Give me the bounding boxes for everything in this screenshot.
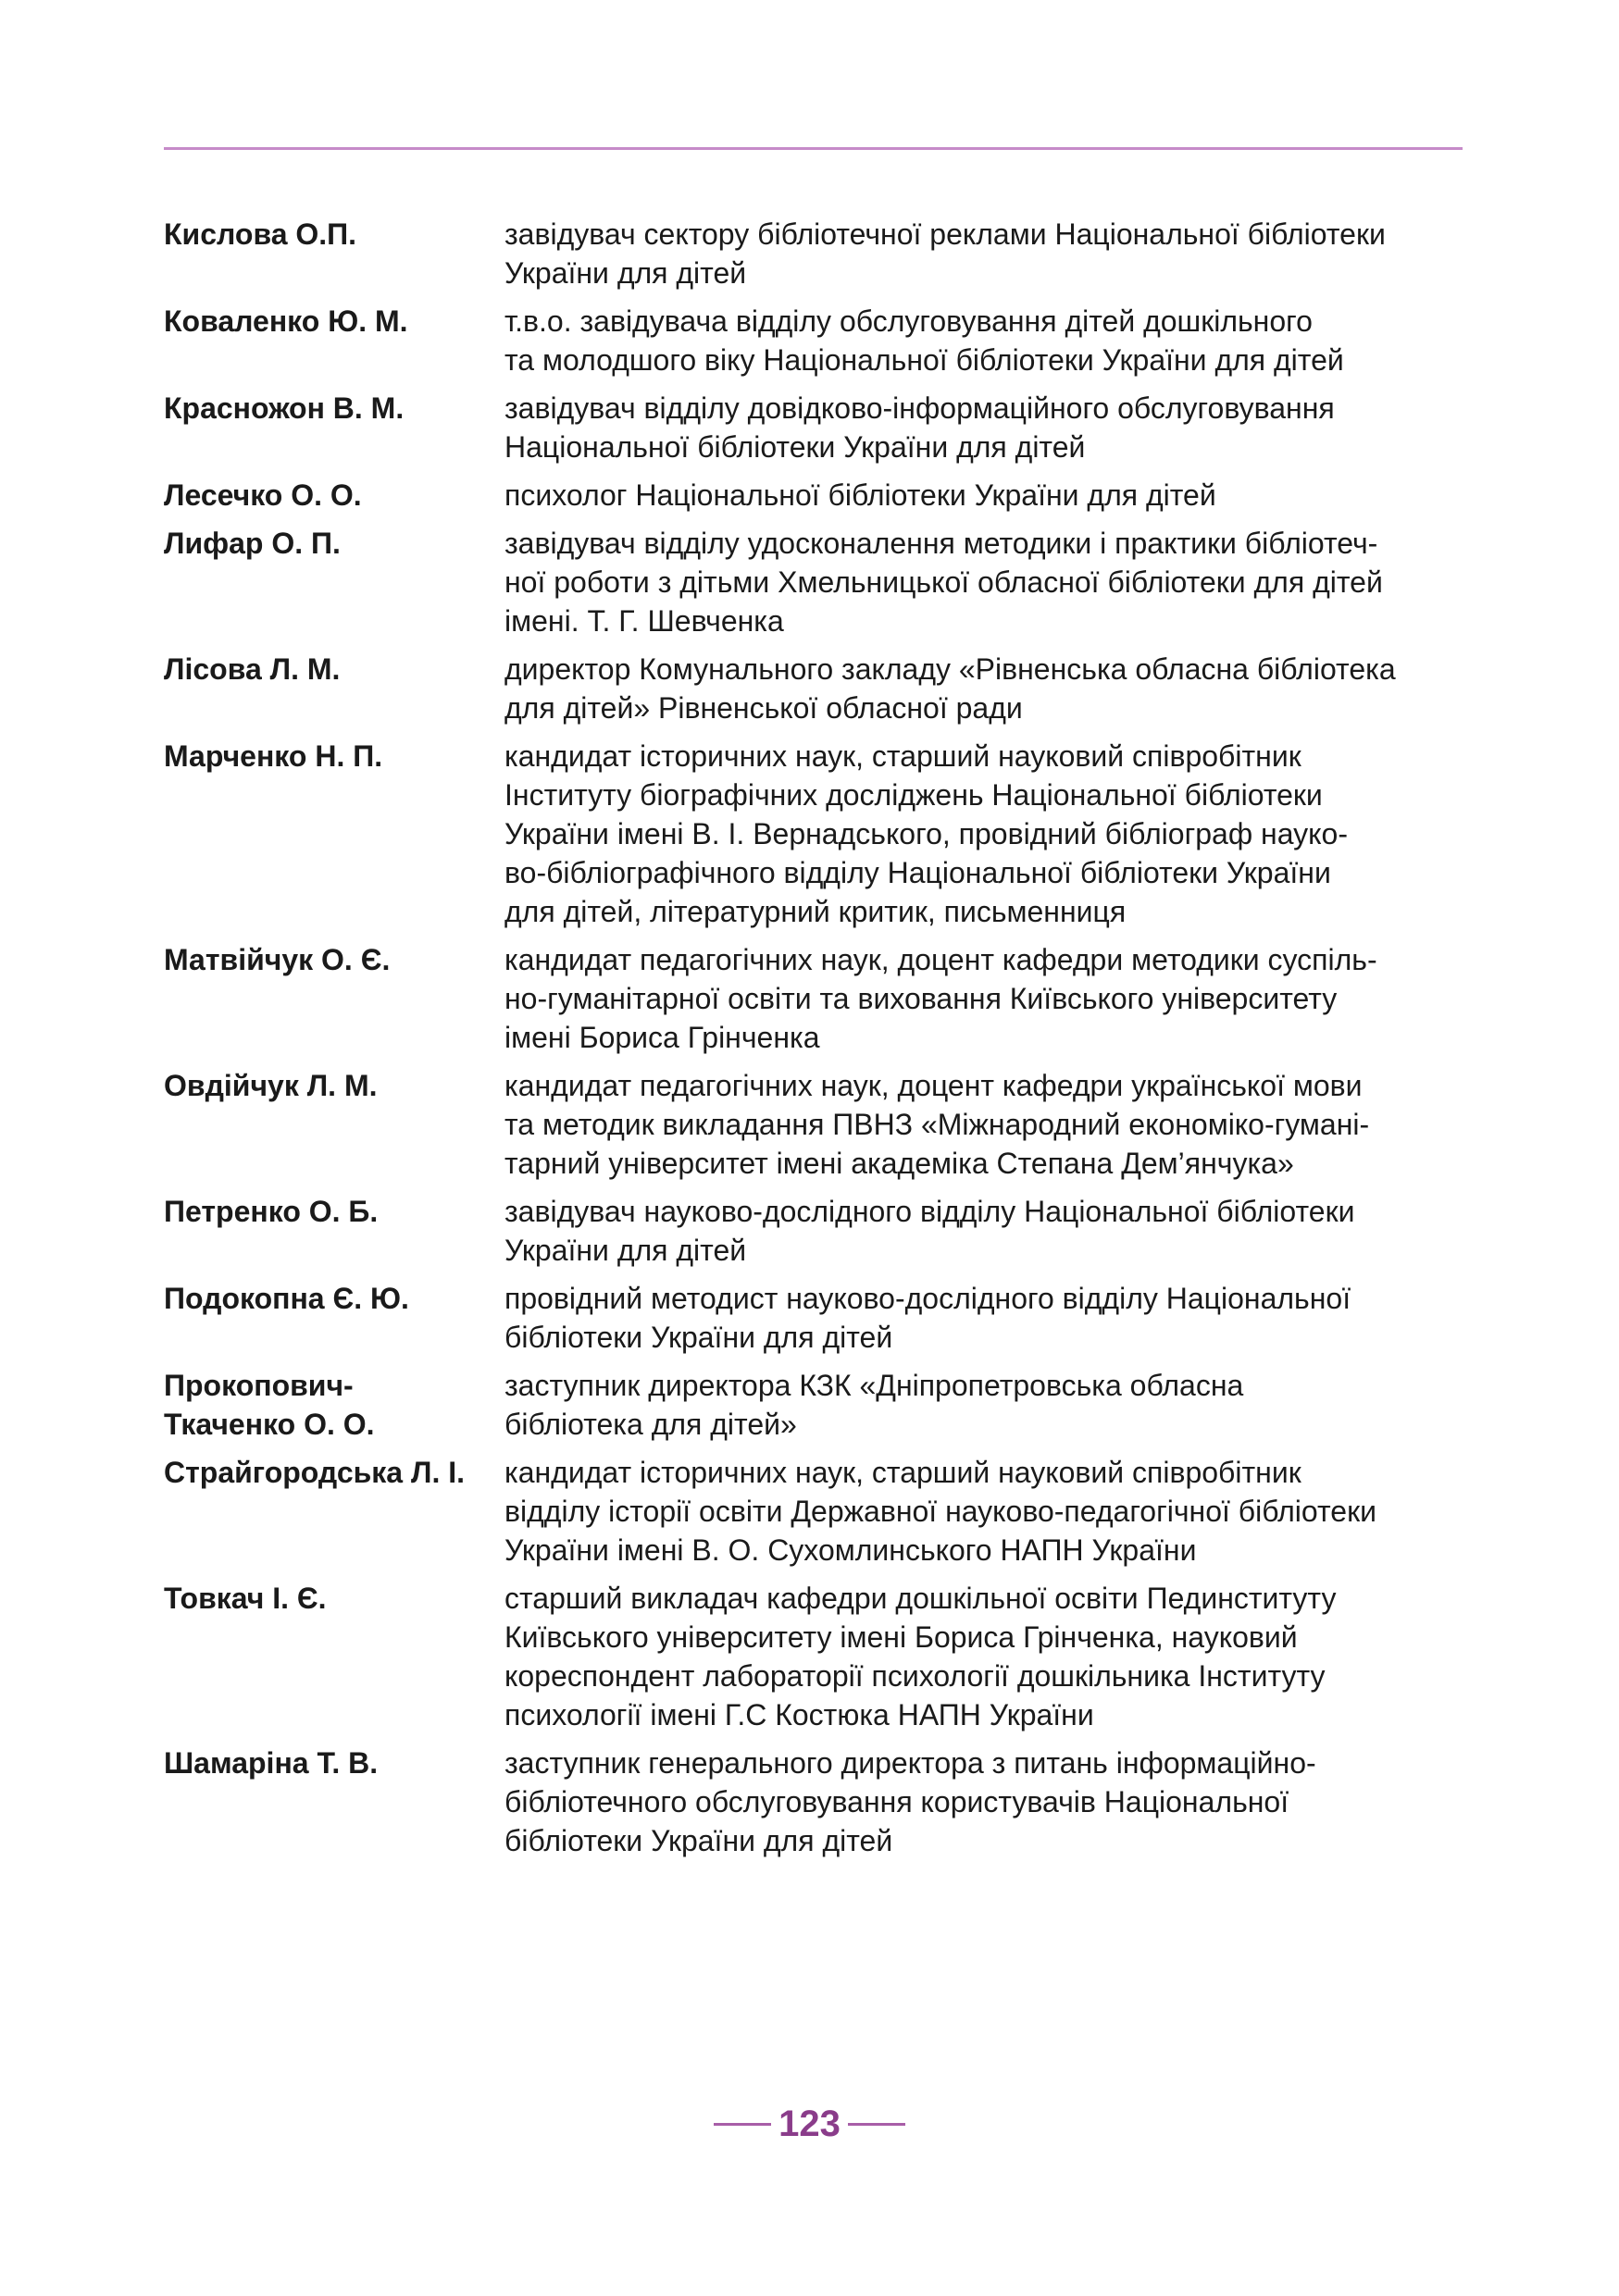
contributor-entry xyxy=(164,476,1469,515)
contributor-position-line: кандидат педагогічних наук, доцент кафедри української мови xyxy=(504,1069,1363,1102)
contributor-position-line: психології імені Г.С Костюка НАПН України xyxy=(504,1698,1094,1731)
contributor-position-line: України для дітей xyxy=(504,256,747,290)
contributor-name xyxy=(164,1453,504,1492)
contributor-name xyxy=(164,650,504,689)
contributor-position-line: бібліотека для дітей» xyxy=(504,1408,797,1441)
contributor-position-line: кандидат педагогічних наук, доцент кафедри методики суспіль- xyxy=(504,943,1377,976)
contributor-position-line: но-гуманітарної освіти та виховання Київського університету xyxy=(504,982,1338,1015)
contributor-name xyxy=(164,1192,504,1231)
contributor-position-line: старший викладач кафедри дошкільної освіти Пединституту xyxy=(504,1582,1337,1615)
contributor-name xyxy=(164,1744,504,1782)
contributor-position xyxy=(504,1192,1469,1270)
page-footer xyxy=(0,2101,1619,2147)
contributor-entry xyxy=(164,302,1469,379)
contributor-name-line: Кислова О.П. xyxy=(164,217,357,251)
contributor-name-line: Прокопович- xyxy=(164,1369,354,1402)
contributor-position-line: директор Комунального закладу «Рівненська обласна бібліотека xyxy=(504,652,1396,686)
contributor-name xyxy=(164,1579,504,1618)
contributor-position-line: Інституту біографічних досліджень Національної бібліотеки xyxy=(504,778,1323,812)
contributor-position-line: імені. Т. Г. Шевченка xyxy=(504,604,784,638)
contributor-name-line: Коваленко Ю. М. xyxy=(164,304,408,338)
contributor-name-line: Подокопна Є. Ю. xyxy=(164,1282,409,1315)
contributor-name xyxy=(164,1066,504,1105)
contributor-position-line: ної роботи з дітьми Хмельницької обласної бібліотеки для дітей xyxy=(504,565,1383,599)
contributor-position-line: провідний методист науково-дослідного відділу Національної xyxy=(504,1282,1351,1315)
page-number: 123 xyxy=(778,2104,841,2144)
contributor-position xyxy=(504,524,1469,640)
contributor-entry xyxy=(164,650,1469,727)
contributor-entry xyxy=(164,1579,1469,1734)
contributor-name-line: Ткаченко О. О. xyxy=(164,1408,375,1441)
contributor-name-line: Страйгородська Л. І. xyxy=(164,1456,465,1489)
contributor-position-line: завідувач сектору бібліотечної реклами Національної бібліотеки xyxy=(504,217,1386,251)
contributors-list xyxy=(164,215,1469,1860)
contributor-position-line: во-бібліографічного відділу Національної бібліотеки України xyxy=(504,856,1331,889)
footer-rule-right xyxy=(848,2123,905,2126)
contributor-name-line: Овдійчук Л. М. xyxy=(164,1069,378,1102)
contributor-position xyxy=(504,737,1469,931)
contributor-name-line: Лифар О. П. xyxy=(164,527,341,560)
contributor-entry xyxy=(164,940,1469,1057)
contributor-position xyxy=(504,650,1469,727)
contributor-position-line: психолог Національної бібліотеки України для дітей xyxy=(504,478,1216,512)
contributor-position xyxy=(504,1279,1469,1357)
contributor-position-line: України для дітей xyxy=(504,1234,747,1267)
contributor-position-line: Національної бібліотеки України для дітей xyxy=(504,430,1086,464)
contributor-name xyxy=(164,476,504,515)
contributor-entry xyxy=(164,1192,1469,1270)
contributor-position-line: кандидат історичних наук, старший науковий співробітник xyxy=(504,739,1301,773)
contributor-name-line: Матвійчук О. Є. xyxy=(164,943,391,976)
contributor-entry xyxy=(164,524,1469,640)
contributor-name xyxy=(164,737,504,776)
contributor-position-line: Київського університету імені Бориса Грінченка, науковий xyxy=(504,1620,1298,1654)
contributor-position-line: завідувач відділу удосконалення методики і практики бібліотеч- xyxy=(504,527,1378,560)
contributor-position xyxy=(504,215,1469,292)
contributor-name xyxy=(164,524,504,563)
contributor-name xyxy=(164,1279,504,1318)
contributor-name xyxy=(164,215,504,254)
contributor-position-line: бібліотечного обслуговування користувачів Національної xyxy=(504,1785,1289,1818)
contributor-position-line: бібліотеки України для дітей xyxy=(504,1824,893,1857)
contributor-position xyxy=(504,1744,1469,1860)
contributor-position-line: та методик викладання ПВНЗ «Міжнародний економіко-гумані- xyxy=(504,1108,1370,1141)
contributor-position xyxy=(504,940,1469,1057)
contributor-position xyxy=(504,1066,1469,1183)
header-rule xyxy=(164,147,1463,150)
contributor-position-line: України імені В. І. Вернадського, провідний бібліограф науко- xyxy=(504,817,1348,850)
contributor-position-line: завідувач відділу довідково-інформаційного обслуговування xyxy=(504,391,1335,425)
contributor-position-line: т.в.о. завідувача відділу обслуговування дітей дошкільного xyxy=(504,304,1313,338)
contributor-position-line: бібліотеки України для дітей xyxy=(504,1321,893,1354)
contributor-position-line: та молодшого віку Національної бібліотеки України для дітей xyxy=(504,343,1344,377)
contributor-position-line: заступник генерального директора з питань інформаційно- xyxy=(504,1746,1316,1780)
contributor-name xyxy=(164,302,504,341)
contributor-entry xyxy=(164,389,1469,466)
contributor-entry xyxy=(164,737,1469,931)
contributor-name-line: Петренко О. Б. xyxy=(164,1195,379,1228)
contributor-position-line: України імені В. О. Сухомлинського НАПН України xyxy=(504,1533,1197,1567)
contributor-name-line: Красножон В. М. xyxy=(164,391,405,425)
contributor-name xyxy=(164,389,504,428)
contributor-name xyxy=(164,940,504,979)
contributor-position xyxy=(504,302,1469,379)
contributor-position-line: для дітей, літературний критик, письменниця xyxy=(504,895,1127,928)
contributor-position-line: кандидат історичних наук, старший науковий співробітник xyxy=(504,1456,1301,1489)
contributor-entry xyxy=(164,1279,1469,1357)
contributor-position xyxy=(504,1453,1469,1570)
contributor-position-line: тарний університет імені академіка Степана Дем’янчука» xyxy=(504,1147,1294,1180)
contributor-position xyxy=(504,389,1469,466)
contributor-position xyxy=(504,476,1469,515)
contributor-name-line: Шамаріна Т. В. xyxy=(164,1746,379,1780)
contributor-entry xyxy=(164,215,1469,292)
contributor-position-line: заступник директора КЗК «Дніпропетровська обласна xyxy=(504,1369,1244,1402)
contributor-name-line: Товкач І. Є. xyxy=(164,1582,327,1615)
contributor-name-line: Лесечко О. О. xyxy=(164,478,362,512)
contributor-name-line: Марченко Н. П. xyxy=(164,739,383,773)
contributor-entry xyxy=(164,1366,1469,1444)
contributor-position-line: відділу історії освіти Державної науково-педагогічної бібліотеки xyxy=(504,1495,1376,1528)
contributor-position xyxy=(504,1366,1469,1444)
contributor-position-line: для дітей» Рівненської обласної ради xyxy=(504,691,1023,725)
contributor-position xyxy=(504,1579,1469,1734)
footer-rule-left xyxy=(714,2123,771,2126)
contributor-entry xyxy=(164,1744,1469,1860)
contributor-name-line: Лісова Л. М. xyxy=(164,652,341,686)
contributor-position-line: завідувач науково-дослідного відділу Національної бібліотеки xyxy=(504,1195,1355,1228)
contributor-entry xyxy=(164,1453,1469,1570)
contributor-entry xyxy=(164,1066,1469,1183)
contributor-position-line: кореспондент лабораторії психології дошкільника Інституту xyxy=(504,1659,1326,1693)
contributor-name xyxy=(164,1366,504,1444)
contributor-position-line: імені Бориса Грінченка xyxy=(504,1021,820,1054)
